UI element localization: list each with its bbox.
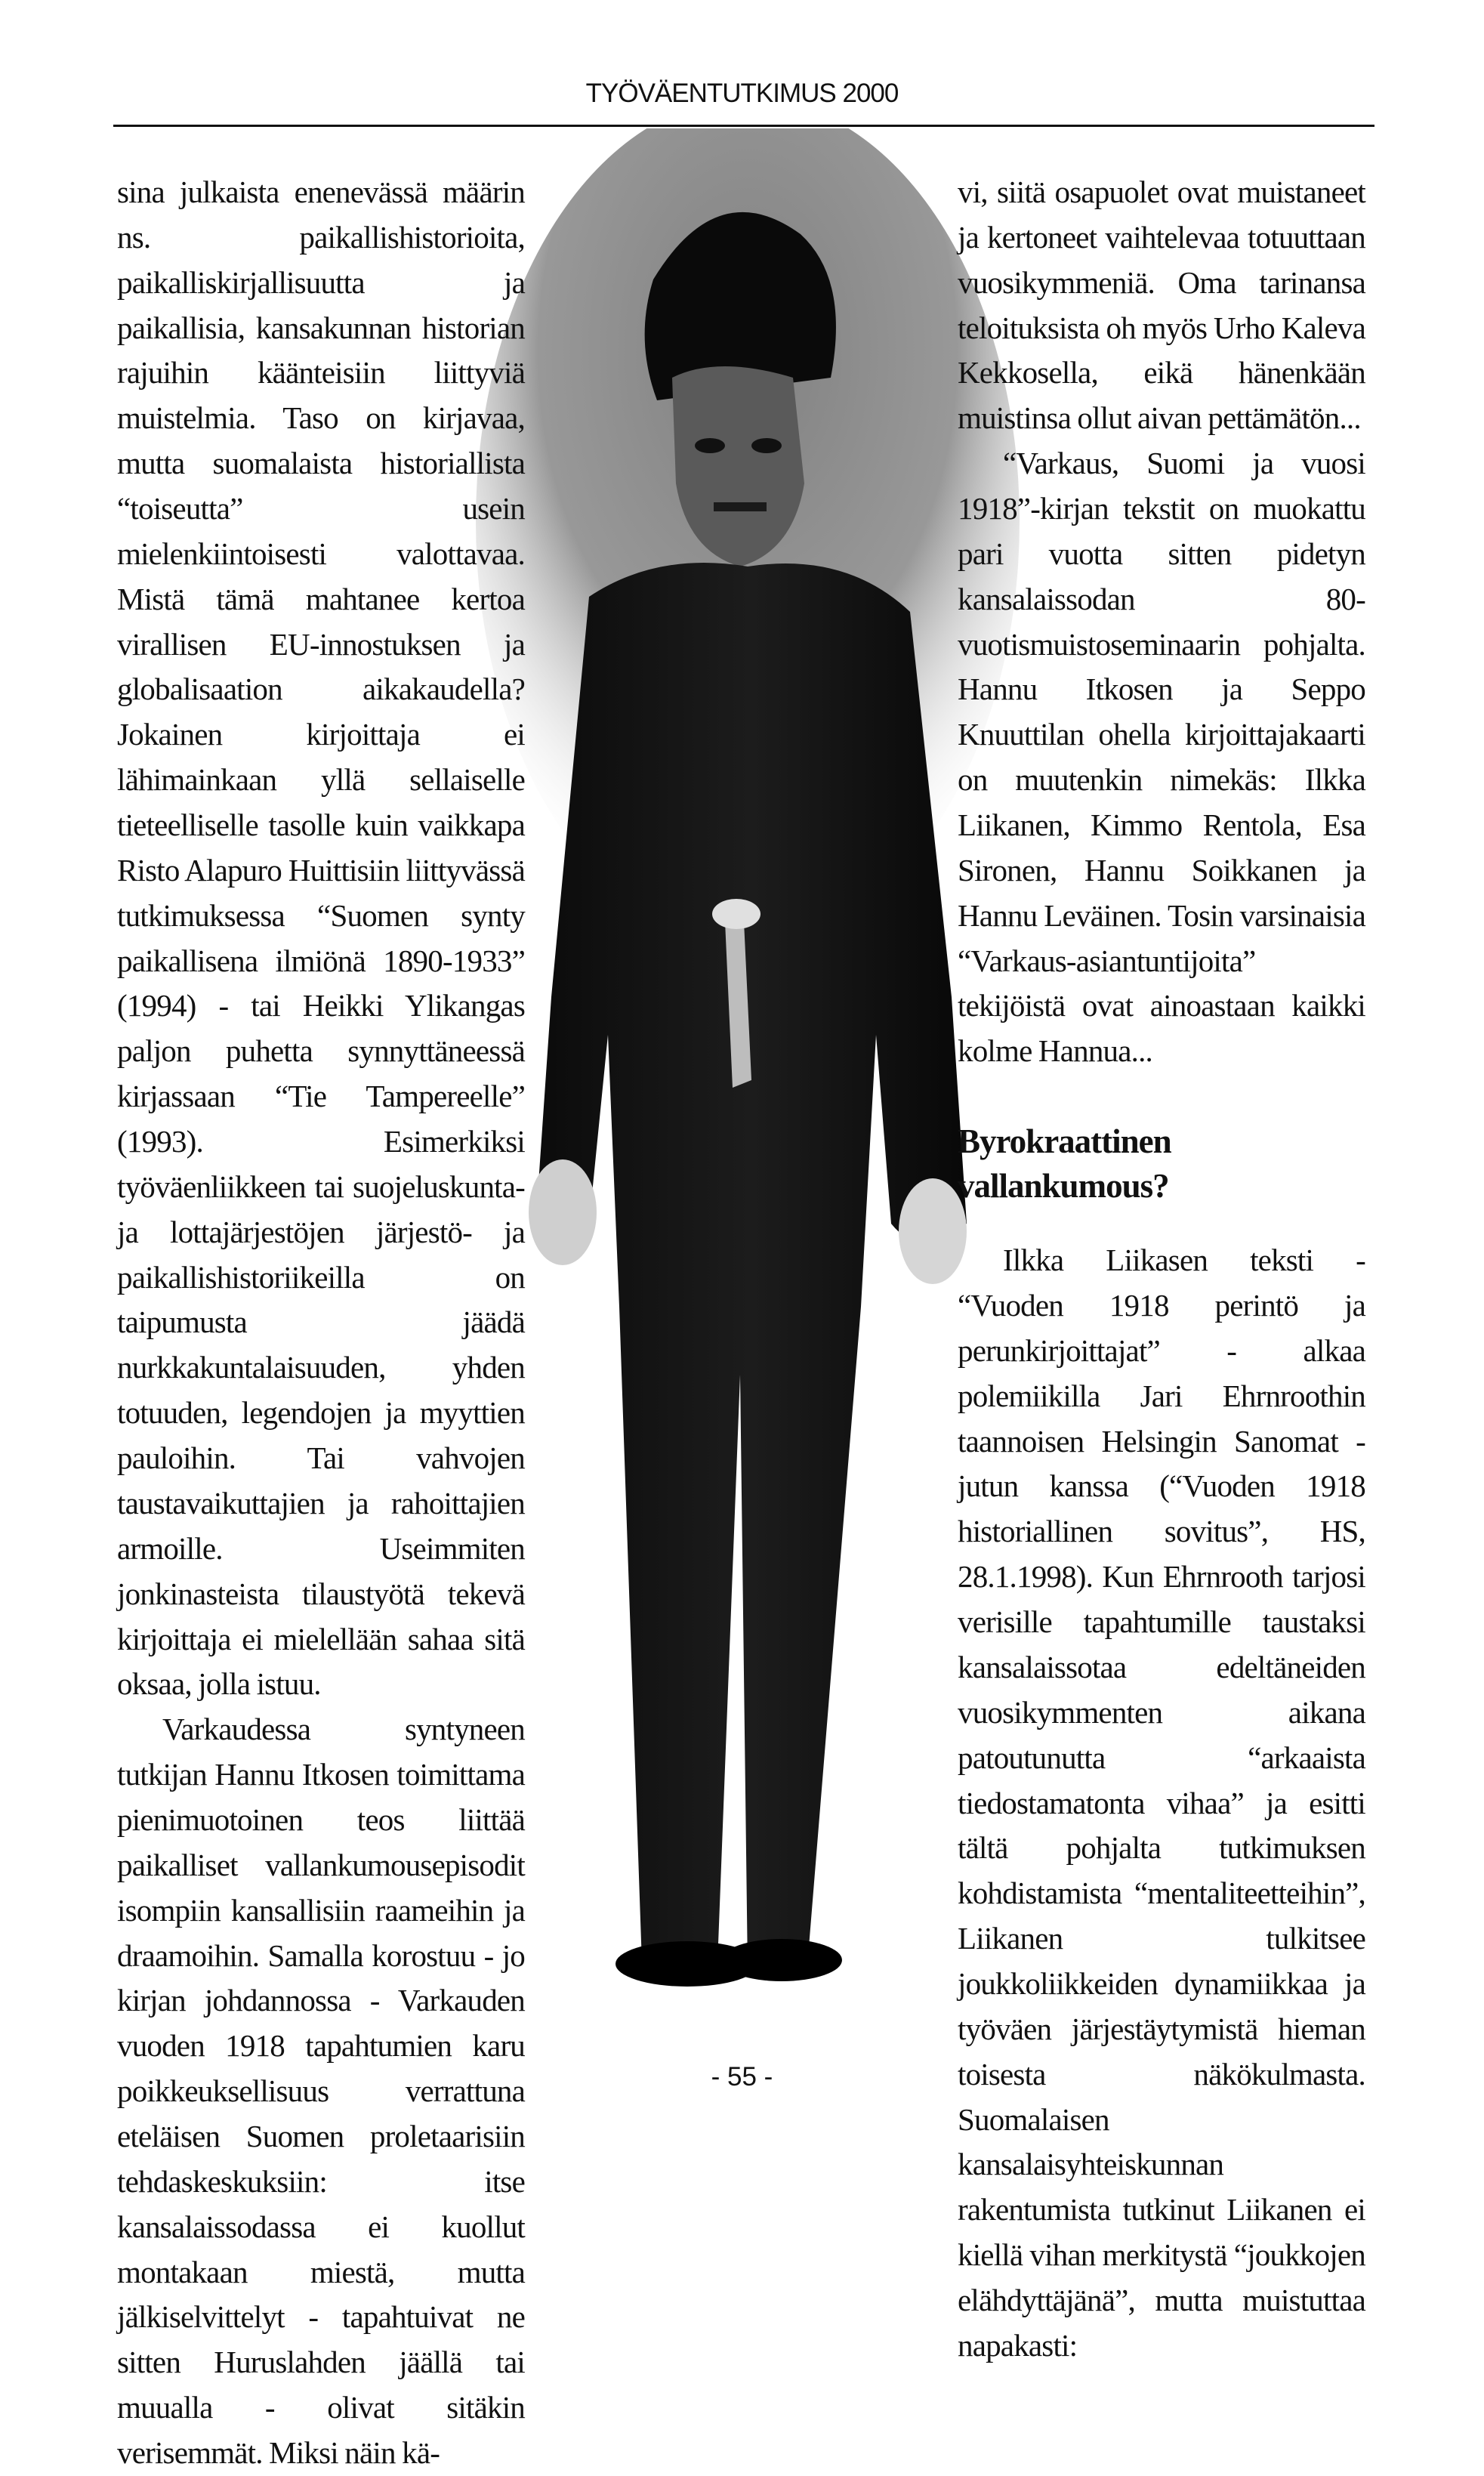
paragraph: vi, siitä osapuolet ovat muistaneet ja kertoneet vaihtelevaa totuuttaan vuosikymmeniä. Oma tarinansa teloituksista oh myös Urho Kaleva Kekkosella, eikä hänenkään muistinsa ollut aivan pettämätön... [958,174,1365,436]
page-number: - 55 - [711,2062,773,2092]
paragraph: Varkaudessa syntyneen tutkijan Hannu Itkosen toimittama pienimuotoinen teos liittää paikalliset vallankumousepisodit isompiin kansallisiin raameihin ja draamoihin. Samalla korostuu - jo kirjan johdannossa - Varkauden vuoden 1918 tapahtumien karu poikkeuksellisuus verrattuna eteläisen Suomen proletaarisiin tehdaskeskuksiin: itse kansalaissodassa ei kuollut montakaan miestä, mutta jälkiselvittelyt - tapahtuivat ne sitten Huruslahden jäällä tai muualla - olivat sitäkin verisemmät. Miksi näin kä- [117,1712,525,2470]
soldier-photo [468,128,1027,2002]
header-rule [113,125,1374,127]
paragraph: sina julkaista enenevässä määrin ns. paikallishistorioita, paikalliskirjallisuutta ja paikallisia, kansakunnan historian rajuihin käänteisiin liittyviä muistelmia. Taso on kirjavaa, mutta suomalaista historiallista “toiseutta” usein mielenkiintoisesti valottavaa. Mistä tämä mahtanee kertoa virallisen EU-innostuksen ja globalisaation aikakaudella? Jokainen kirjoittaja ei lähimainkaan yllä sellaiselle tieteelliselle tasolle kuin vaikkapa Risto Alapuro Huittisiin liittyvässä tutkimuksessa “Suomen synty paikallisena ilmiönä 1890-1933” (1994) - tai Heikki Ylikangas paljon puhetta synnyttäneessä kirjassaan “Tie Tampereelle” (1993). Esimerkiksi työväenliikkeen tai suojeluskunta- ja lottajärjestöjen järjestö- ja paikallishistoriikeilla on taipumusta jäädä nurkkakuntalaisuuden, yhden totuuden, legendojen ja myyttien pauloihin. Tai vahvojen taustavaikuttajien ja rahoittajien armoille. Useimmiten jonkinasteista tilaustyötä tekevä kirjoittaja ei mielellään sahaa sitä oksaa, jolla istuu. [117,174,525,1702]
paragraph: Ilkka Liikasen teksti - “Vuoden 1918 perintö ja perunkirjoittajat” - alkaa polemiikilla Jari Ehrnroothin taannoisen Helsingin Sanomat -jutun kanssa (“Vuoden 1918 historiallinen sovitus”, HS, 28.1.1998). Kun Ehrnrooth tarjosi verisille tapahtumille taustaksi kansalaissotaa edeltäneiden vuosikymmenten aikana patoutunutta “arkaaista tiedostamatonta vihaa” ja esitti tältä pohjalta tutkimuksen kohdistamista “mentaliteetteihin”, Liikanen tulkitsee joukkoliikkeiden dynamiikkaa ja työväen järjestäytymistä hieman toisesta näkökulmasta. Suomalaisen kansalaisyhteiskunnan rakentumista tutkinut Liikanen ei kiellä vihan merkitystä “joukkojen elähdyttäjänä”, mutta muistuttaa napakasti: [958,1243,1365,2363]
left-column [117,170,525,2476]
right-column [958,170,1365,2369]
running-header: TYÖVÄENTUTKIMUS 2000 [585,79,899,108]
section-heading: Byrokraattinen vallankumous? [958,1122,1171,1205]
paragraph: “Varkaus, Suomi ja vuosi 1918”-kirjan tekstit on muokattu pari vuotta sitten pidetyn kansalaissodan 80-vuotismuistoseminaarin pohjalta. Hannu Itkosen ja Seppo Knuuttilan ohella kirjoittajakaarti on muutenkin nimekäs: Ilkka Liikanen, Kimmo Rentola, Esa Sironen, Hannu Soikkanen ja Hannu Leväinen. Tosin varsinaisia “Varkaus-asiantuntijoita” tekijöistä ovat ainoastaan kaikki kolme Hannua... [958,446,1365,1069]
